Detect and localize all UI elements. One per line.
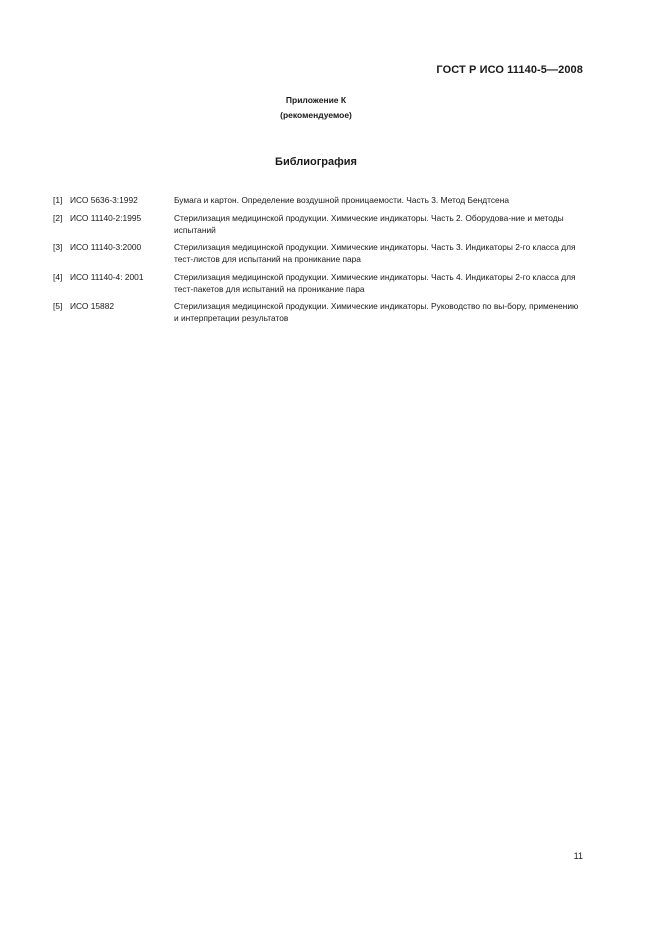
bibliography-item-number: [3] bbox=[53, 242, 63, 252]
bibliography-item-number: [4] bbox=[53, 271, 63, 282]
bibliography-item-reference: ИСО 11140-3:2000 bbox=[70, 242, 142, 252]
bibliography-item-reference: ИСО 5636-3:1992 bbox=[70, 195, 138, 205]
bibliography-item-number: [2] bbox=[53, 212, 63, 223]
bibliography-item-number: [1] bbox=[53, 195, 63, 205]
bibliography-item-number: [5] bbox=[53, 301, 63, 311]
bibliography-item bbox=[53, 212, 583, 236]
bibliography-item bbox=[53, 241, 583, 265]
bibliography-item-text: Бумага и картон. Определение воздушной проницаемости. Часть 3. Метод Бендтсена bbox=[174, 195, 509, 205]
document-code-header: ГОСТ Р ИСО 11140-5—2008 bbox=[436, 64, 583, 76]
bibliography-item-text: Стерилизация медицинской продукции. Химические индикаторы. Часть 3. Индикаторы 2-го класса для тест-листов для испытаний на проникание пара bbox=[174, 242, 576, 264]
bibliography-title: Библиография bbox=[275, 156, 357, 168]
bibliography-item-reference: ИСО 11140-2:1995 bbox=[70, 212, 142, 223]
bibliography-item bbox=[53, 271, 583, 295]
bibliography-item-text: Стерилизация медицинской продукции. Химические индикаторы. Часть 2. Оборудова-ние и методы испытаний bbox=[174, 212, 564, 235]
appendix-heading bbox=[226, 93, 406, 123]
bibliography-item-text: Стерилизация медицинской продукции. Химические индикаторы. Руководство по вы-бору, применению и интерпретации результатов bbox=[174, 301, 579, 323]
appendix-subtitle: (рекомендуемое) bbox=[280, 110, 352, 120]
bibliography-item-reference: ИСО 11140-4: 2001 bbox=[70, 271, 144, 282]
bibliography-list bbox=[53, 194, 583, 330]
page-number: 11 bbox=[573, 851, 583, 861]
bibliography-item bbox=[53, 194, 583, 206]
appendix-title: Приложение К bbox=[285, 95, 347, 105]
bibliography-item-reference: ИСО 15882 bbox=[70, 301, 115, 311]
bibliography-item bbox=[53, 300, 583, 324]
bibliography-item-text: Стерилизация медицинской продукции. Химические индикаторы. Часть 4. Индикаторы 2-го класса для тест-пакетов для испытаний на проникание пара bbox=[174, 271, 576, 294]
